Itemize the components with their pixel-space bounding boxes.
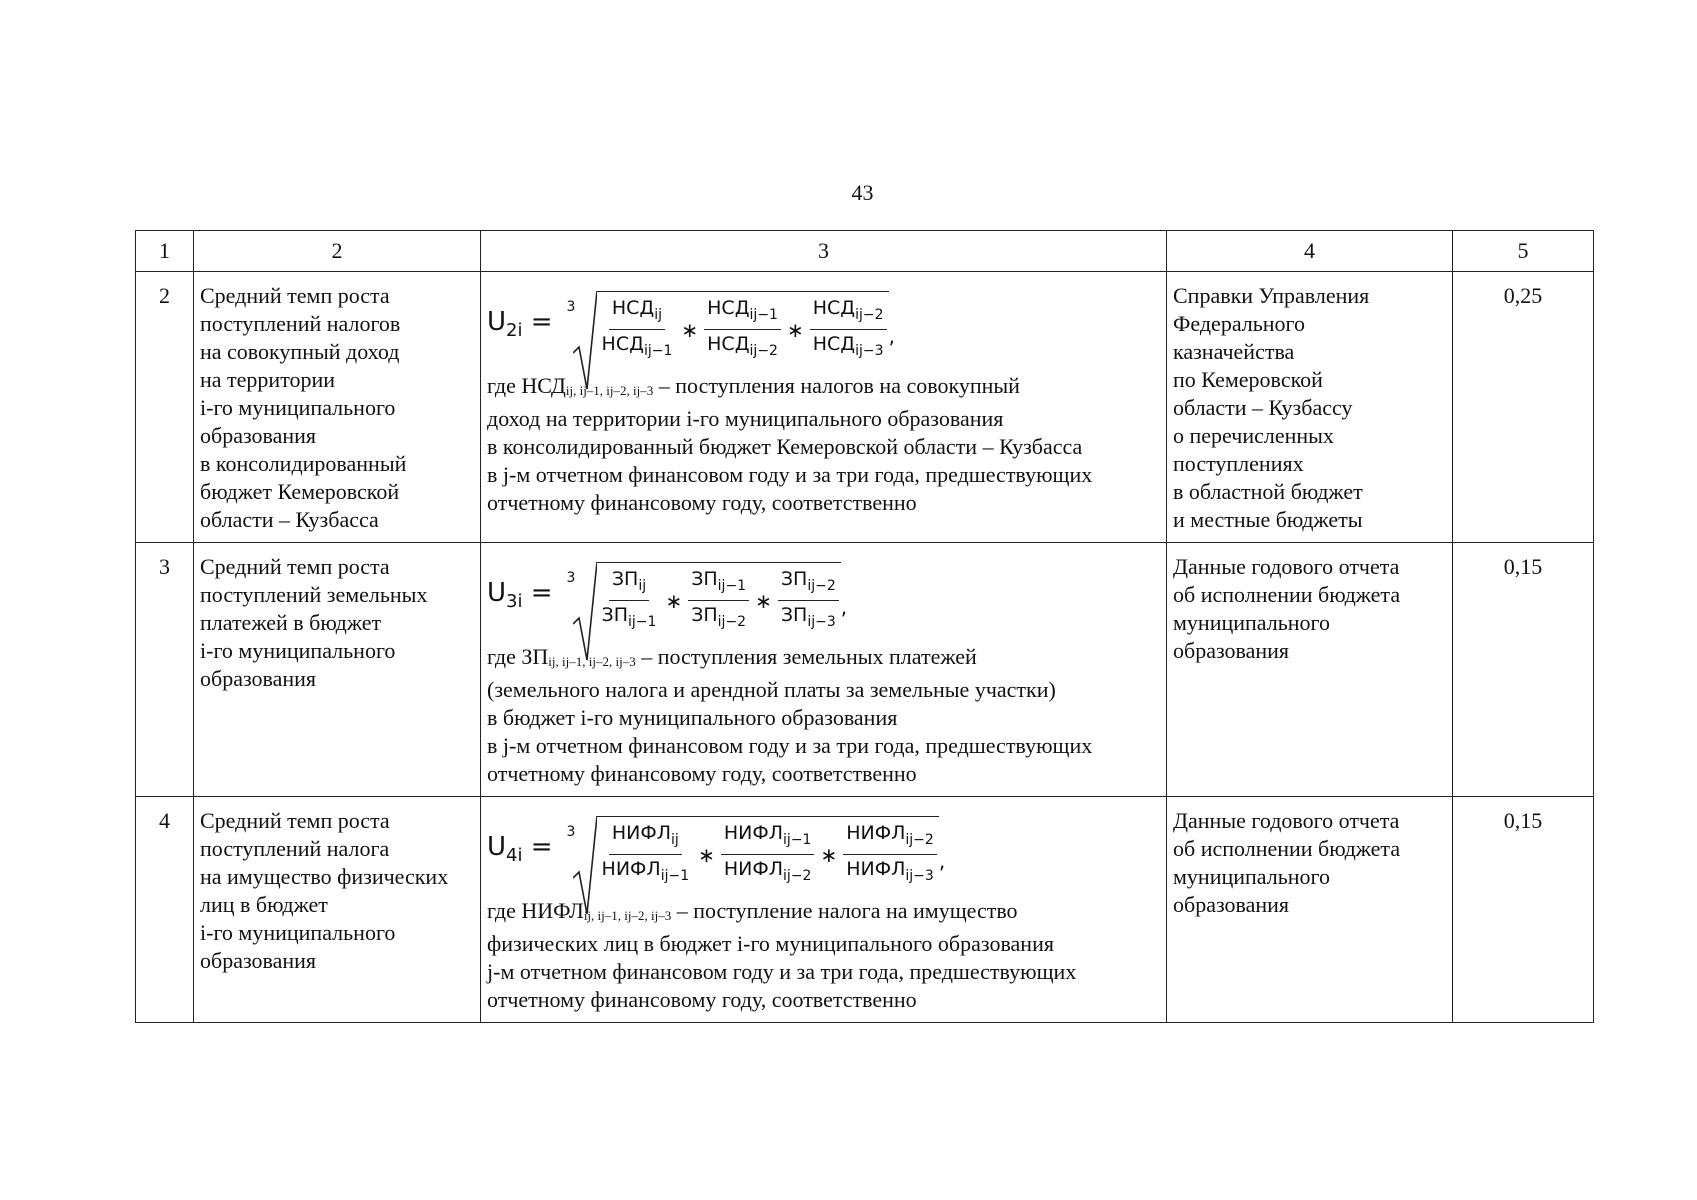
formula-lhs: $U_{2i}$ = xyxy=(487,307,553,342)
table-row xyxy=(136,543,1594,797)
fraction-3: $\frac{НИФЛ_{ij-2}}{НИФЛ_{ij-3}}$ xyxy=(843,821,937,888)
header-cell-1: 1 xyxy=(136,231,194,272)
fraction-1: $\frac{НИФЛ_{ij}}{НИФЛ_{ij-1}}$ xyxy=(601,822,690,884)
formula-comma: , xyxy=(938,849,946,873)
fraction-1: $\frac{НСД_{ij}}{НСД_{ij-1}}$ xyxy=(601,297,673,359)
radicand xyxy=(597,816,939,888)
weight-coefficient: 0,15 xyxy=(1453,543,1594,797)
fraction-2: $\frac{ЗП_{ij-1}}{ЗП_{ij-2}}$ xyxy=(688,567,749,634)
cube-root xyxy=(567,816,939,888)
formula-description: где $ЗП_{ij, ij-1, ij-2, ij-3}$ – поступления земельных платежей (земельного налога и арендной платы за земельные участки) в бюджет i-го муниципального образования в j-м отчетном финансовом году и за три года, предшествующих отчетному финансовому году, соответственно xyxy=(487,644,1093,786)
formula-lhs: $U_{3i}$ = xyxy=(487,578,553,613)
cube-root xyxy=(567,562,841,634)
header-cell-5: 5 xyxy=(1453,231,1594,272)
row-number: 3 xyxy=(136,543,194,797)
radical-sign xyxy=(573,562,597,662)
multiply-sign: ∗ xyxy=(786,317,804,342)
data-source: Данные годового отчета об исполнении бюджета муниципального образования xyxy=(1167,797,1453,1023)
formula xyxy=(487,282,1160,372)
calculation-cell xyxy=(481,543,1167,797)
formula-description: где $НИФЛ_{ij, ij-1, ij-2, ij-3}$ – поступление налога на имущество физических лиц в бюджет i-го муниципального образования j-м отчетном финансовом году и за три года, предшествующих отчетному финансовому году, соответственно xyxy=(487,898,1077,1012)
fraction-3: $\frac{ЗП_{ij-2}}{ЗП_{ij-3}}$ xyxy=(778,567,839,634)
formula-lhs: $U_{4i}$ = xyxy=(487,832,553,867)
calculation-cell xyxy=(481,797,1167,1023)
radical-sign xyxy=(573,816,597,916)
formula xyxy=(487,553,1160,643)
multiply-sign: ∗ xyxy=(820,842,838,867)
formula-comma: , xyxy=(840,595,848,619)
multiply-sign: ∗ xyxy=(755,588,772,613)
indicator-name: Средний темп роста поступлений земельных платежей в бюджет i-го муниципального образования xyxy=(194,543,481,797)
formula-description: где $НСД_{ij, ij-1, ij-2, ij-3}$ – поступления налогов на совокупный доход на территории i-го муниципального образования в консолидированный бюджет Кемеровской области – Кузбасса в j-м отчетном финансовом году и за три года, предшествующих отчетному финансовому году, соответственно xyxy=(487,373,1093,515)
calculation-cell xyxy=(481,272,1167,543)
radicand xyxy=(597,562,841,634)
multiply-sign: ∗ xyxy=(698,842,715,867)
multiply-sign: ∗ xyxy=(681,317,699,342)
row-number: 2 xyxy=(136,272,194,543)
fraction-3: $\frac{НСД_{ij-2}}{НСД_{ij-3}}$ xyxy=(810,296,887,363)
row-number: 4 xyxy=(136,797,194,1023)
table-row xyxy=(136,272,1594,543)
table-header-row xyxy=(136,231,1594,272)
cube-root xyxy=(567,291,889,363)
multiply-sign: ∗ xyxy=(665,588,683,613)
formula xyxy=(487,807,1160,897)
weight-coefficient: 0,15 xyxy=(1453,797,1594,1023)
weight-coefficient: 0,25 xyxy=(1453,272,1594,543)
fraction-1: $\frac{ЗП_{ij}}{ЗП_{ij-1}}$ xyxy=(601,568,657,630)
root-degree: 3 xyxy=(566,824,576,841)
indicator-name: Средний темп роста поступлений налога на имущество физических лиц в бюджет i-го муниципального образования xyxy=(194,797,481,1023)
table-row xyxy=(136,797,1594,1023)
radicand xyxy=(597,291,889,363)
header-cell-2: 2 xyxy=(194,231,481,272)
header-cell-4: 4 xyxy=(1167,231,1453,272)
indicator-name: Средний темп роста поступлений налогов на совокупный доход на территории i-го муниципального образования в консолидированный бюджет Кемеровской области – Кузбасса xyxy=(194,272,481,543)
page-number: 43 xyxy=(851,180,874,205)
root-degree: 3 xyxy=(566,570,576,587)
formula-comma: , xyxy=(888,324,895,348)
fraction-2: $\frac{НИФЛ_{ij-1}}{НИФЛ_{ij-2}}$ xyxy=(721,821,815,888)
data-source: Справки Управления Федерального казначейства по Кемеровской области – Кузбассу о перечисленных поступлениях в областной бюджет и местные бюджеты xyxy=(1167,272,1453,543)
root-degree: 3 xyxy=(566,299,576,316)
header-cell-3: 3 xyxy=(481,231,1167,272)
indicators-table xyxy=(135,230,1594,1023)
fraction-2: $\frac{НСД_{ij-1}}{НСД_{ij-2}}$ xyxy=(704,296,781,363)
radical-sign xyxy=(573,291,597,391)
data-source: Данные годового отчета об исполнении бюджета муниципального образования xyxy=(1167,543,1453,797)
